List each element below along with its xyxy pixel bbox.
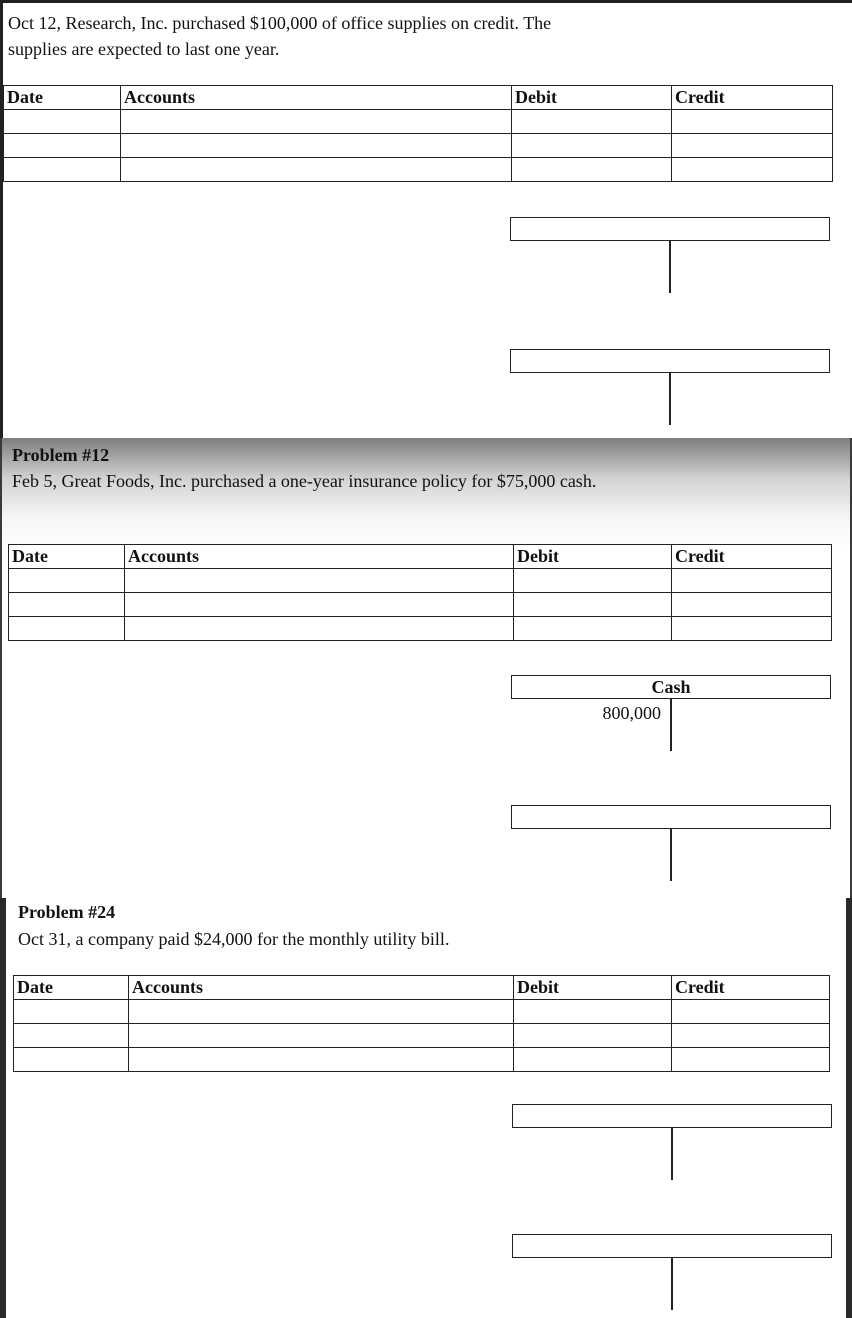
credit-cell[interactable] [672, 569, 832, 593]
date-cell[interactable] [4, 158, 121, 182]
journal-entry-row [4, 110, 833, 134]
credit-cell[interactable] [672, 1000, 830, 1024]
date-cell[interactable] [4, 110, 121, 134]
problem-12-panel [0, 438, 852, 898]
t-account-cash [511, 675, 831, 723]
accounts-cell[interactable] [125, 569, 514, 593]
debit-cell[interactable] [512, 158, 672, 182]
debit-cell[interactable] [512, 110, 672, 134]
journal-entry-row [9, 617, 832, 641]
debit-cell[interactable] [514, 1048, 672, 1072]
credit-cell[interactable] [672, 617, 832, 641]
debit-cell[interactable] [514, 593, 672, 617]
t-account-title[interactable] [510, 349, 830, 373]
problem-24-panel [0, 898, 852, 1318]
t-account-divider [669, 373, 671, 425]
accounts-cell[interactable] [121, 134, 512, 158]
journal-entry-row [14, 1000, 830, 1024]
t-account [510, 217, 830, 241]
debit-cell[interactable] [514, 617, 672, 641]
date-header: Date [4, 86, 121, 110]
journal-entry-row [4, 158, 833, 182]
journal-table [3, 85, 833, 182]
debit-header: Debit [514, 545, 672, 569]
accounts-cell[interactable] [121, 158, 512, 182]
date-cell[interactable] [14, 1000, 129, 1024]
accounts-header: Accounts [121, 86, 512, 110]
journal-table [13, 975, 830, 1072]
t-account [512, 1234, 832, 1258]
credit-cell[interactable] [672, 1048, 830, 1072]
journal-entry-row [14, 1048, 830, 1072]
problem-11-panel [0, 0, 852, 438]
t-account [511, 805, 831, 829]
problem-24-title: Problem #24 [18, 902, 116, 922]
accounts-cell[interactable] [129, 1024, 514, 1048]
journal-entry-row [9, 593, 832, 617]
accounts-header: Accounts [129, 976, 514, 1000]
date-header: Date [14, 976, 129, 1000]
date-cell[interactable] [14, 1024, 129, 1048]
t-account-title[interactable] [512, 1104, 832, 1128]
accounts-cell[interactable] [121, 110, 512, 134]
t-account-title[interactable] [511, 805, 831, 829]
journal-header-row [4, 86, 833, 110]
t-account-title[interactable] [510, 217, 830, 241]
credit-cell[interactable] [672, 110, 833, 134]
credit-cell[interactable] [672, 158, 833, 182]
credit-header: Credit [672, 545, 832, 569]
credit-header: Credit [672, 976, 830, 1000]
journal-table [8, 544, 832, 641]
t-account-debit-entry: 800,000 [602, 703, 661, 723]
debit-cell[interactable] [514, 1024, 672, 1048]
date-cell[interactable] [9, 617, 125, 641]
credit-cell[interactable] [672, 1024, 830, 1048]
accounts-cell[interactable] [129, 1048, 514, 1072]
problem-12-title: Problem #12 [12, 445, 110, 465]
accounts-header: Accounts [125, 545, 514, 569]
debit-cell[interactable] [512, 134, 672, 158]
t-account-title[interactable] [512, 1234, 832, 1258]
debit-header: Debit [512, 86, 672, 110]
date-header: Date [9, 545, 125, 569]
t-account-divider [670, 829, 672, 881]
date-cell[interactable] [14, 1048, 129, 1072]
problem-11-description [8, 10, 551, 62]
debit-header: Debit [514, 976, 672, 1000]
t-account-title[interactable]: Cash [511, 675, 831, 699]
t-account-divider [669, 241, 671, 293]
t-account-divider [671, 1128, 673, 1180]
credit-cell[interactable] [672, 134, 833, 158]
accounts-cell[interactable] [129, 1000, 514, 1024]
date-cell[interactable] [9, 593, 125, 617]
debit-cell[interactable] [514, 1000, 672, 1024]
credit-cell[interactable] [672, 593, 832, 617]
problem-24-description: Oct 31, a company paid $24,000 for the monthly utility bill. [18, 929, 450, 949]
journal-header-row [14, 976, 830, 1000]
t-account [510, 349, 830, 373]
journal-entry-row [4, 134, 833, 158]
t-account-divider [671, 1258, 673, 1310]
date-cell[interactable] [9, 569, 125, 593]
problem-11-description-line-1: Oct 12, Research, Inc. purchased $100,000 of office supplies on credit. The [8, 13, 552, 33]
journal-header-row [9, 545, 832, 569]
accounts-cell[interactable] [125, 617, 514, 641]
problem-12-description: Feb 5, Great Foods, Inc. purchased a one-year insurance policy for $75,000 cash. [12, 471, 597, 491]
accounts-cell[interactable] [125, 593, 514, 617]
credit-header: Credit [672, 86, 833, 110]
debit-cell[interactable] [514, 569, 672, 593]
t-account-divider [670, 699, 672, 751]
date-cell[interactable] [4, 134, 121, 158]
journal-entry-row [9, 569, 832, 593]
journal-entry-row [14, 1024, 830, 1048]
problem-11-description-line-2: supplies are expected to last one year. [8, 39, 280, 59]
t-account [512, 1104, 832, 1128]
